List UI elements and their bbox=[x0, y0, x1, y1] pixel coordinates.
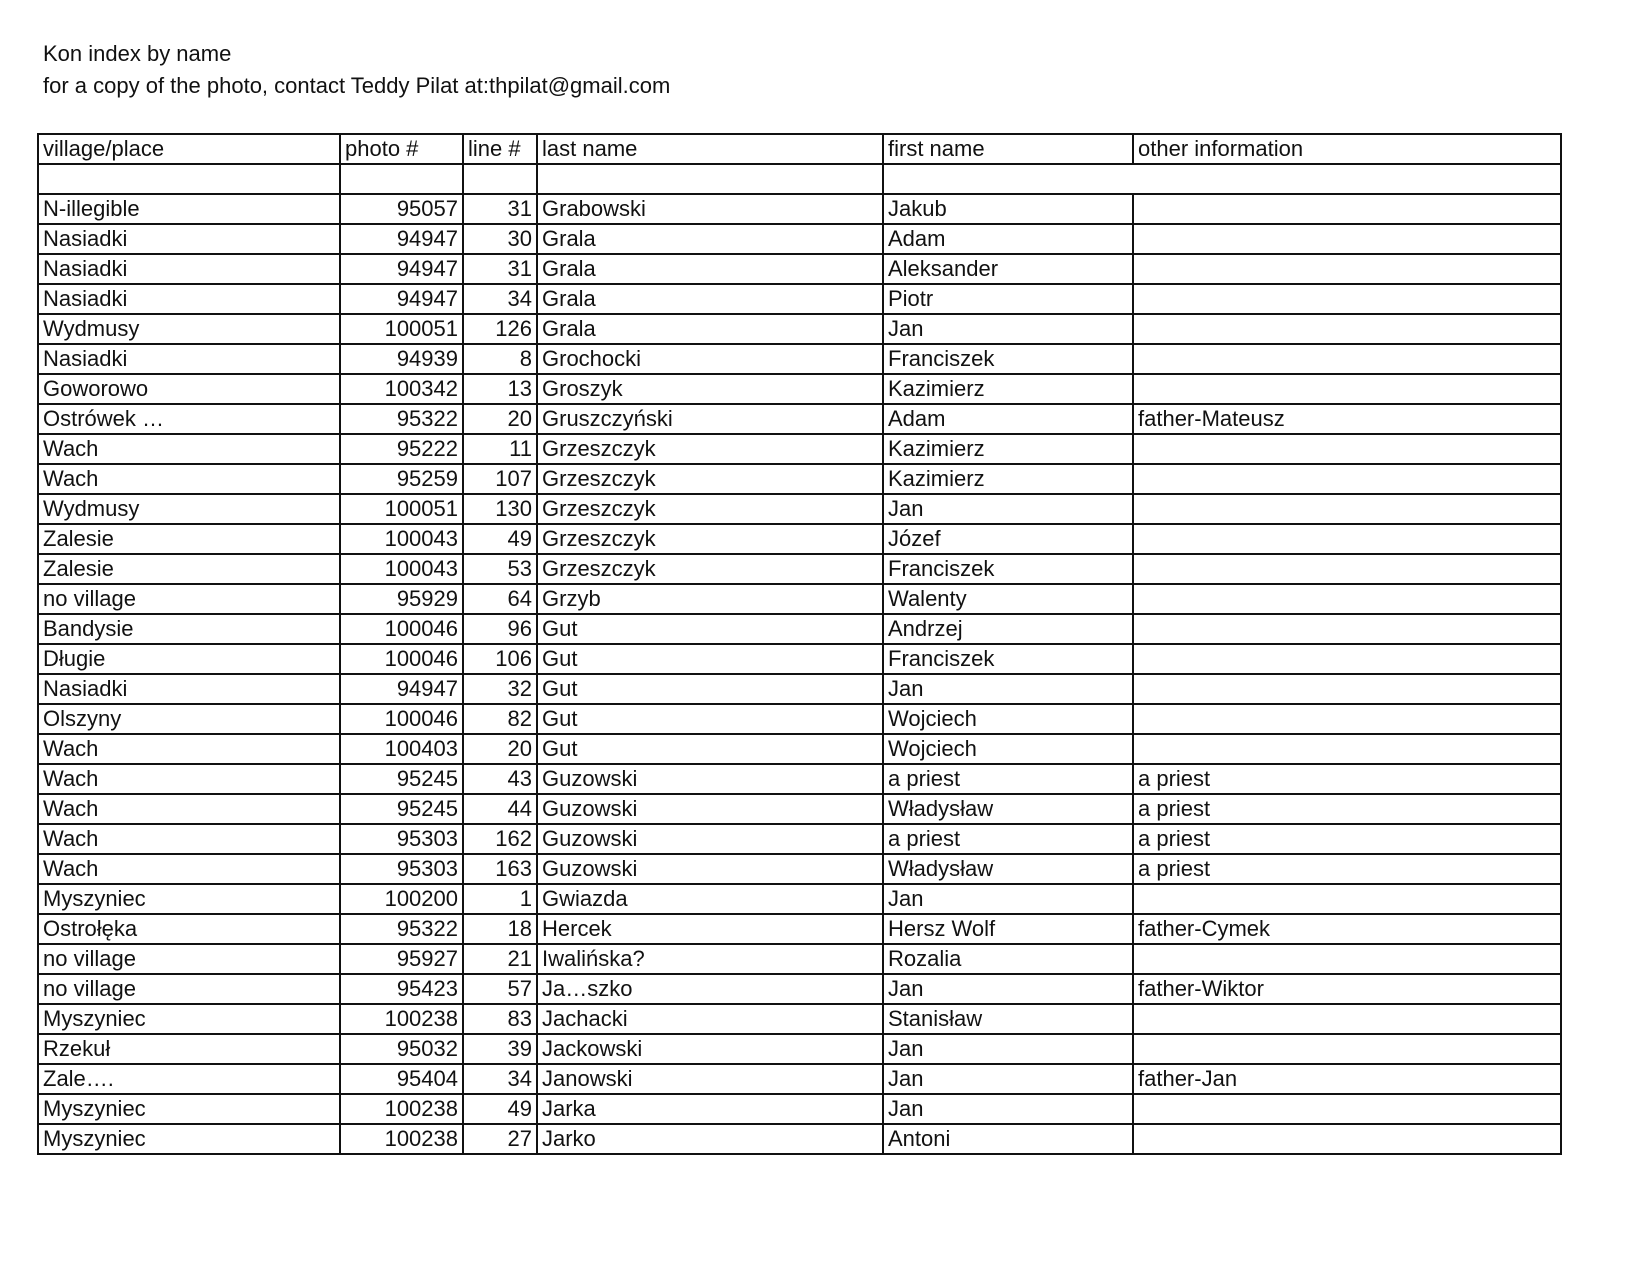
table-cell: Guzowski bbox=[537, 854, 883, 884]
table-cell: 100043 bbox=[340, 524, 463, 554]
table-cell: Guzowski bbox=[537, 794, 883, 824]
table-cell: 107 bbox=[463, 464, 537, 494]
table-cell bbox=[1133, 254, 1561, 284]
table-row bbox=[38, 494, 1561, 524]
table-cell: 95322 bbox=[340, 404, 463, 434]
column-header: photo # bbox=[340, 134, 463, 164]
table-cell: Gut bbox=[537, 704, 883, 734]
table-row bbox=[38, 1124, 1561, 1154]
table-cell: 43 bbox=[463, 764, 537, 794]
table-cell bbox=[1133, 1124, 1561, 1154]
table-cell: Nasiadki bbox=[38, 284, 340, 314]
table-cell: 95259 bbox=[340, 464, 463, 494]
blank-cell bbox=[537, 164, 883, 194]
table-cell: 32 bbox=[463, 674, 537, 704]
table-cell: 95245 bbox=[340, 764, 463, 794]
table-cell: 100046 bbox=[340, 704, 463, 734]
table-cell: Aleksander bbox=[883, 254, 1133, 284]
table-cell: Wach bbox=[38, 794, 340, 824]
table-cell: Wach bbox=[38, 824, 340, 854]
table-cell: Grzeszczyk bbox=[537, 494, 883, 524]
table-cell: Jan bbox=[883, 1094, 1133, 1124]
table-cell: Jackowski bbox=[537, 1034, 883, 1064]
table-cell: 100238 bbox=[340, 1094, 463, 1124]
table-cell bbox=[1133, 884, 1561, 914]
table-cell: Jakub bbox=[883, 194, 1133, 224]
table-cell: Rozalia bbox=[883, 944, 1133, 974]
table-cell: Jan bbox=[883, 884, 1133, 914]
table-cell: Grochocki bbox=[537, 344, 883, 374]
table-cell: Nasiadki bbox=[38, 254, 340, 284]
table-cell: 18 bbox=[463, 914, 537, 944]
table-cell: a priest bbox=[883, 764, 1133, 794]
table-cell: Olszyny bbox=[38, 704, 340, 734]
table-cell: Myszyniec bbox=[38, 1094, 340, 1124]
table-row bbox=[38, 914, 1561, 944]
table-row bbox=[38, 974, 1561, 1004]
table-cell bbox=[1133, 644, 1561, 674]
table-cell: Kazimierz bbox=[883, 434, 1133, 464]
table-cell: 126 bbox=[463, 314, 537, 344]
table-cell: Ostrołęka bbox=[38, 914, 340, 944]
table-row bbox=[38, 254, 1561, 284]
table-cell: 100046 bbox=[340, 644, 463, 674]
table-row bbox=[38, 884, 1561, 914]
table-cell: Jan bbox=[883, 314, 1133, 344]
table-cell: a priest bbox=[1133, 794, 1561, 824]
table-cell: a priest bbox=[883, 824, 1133, 854]
table-row bbox=[38, 284, 1561, 314]
table-cell: Franciszek bbox=[883, 644, 1133, 674]
column-header: last name bbox=[537, 134, 883, 164]
table-cell: 130 bbox=[463, 494, 537, 524]
table-cell: Grala bbox=[537, 254, 883, 284]
table-row bbox=[38, 734, 1561, 764]
table-cell: 95245 bbox=[340, 794, 463, 824]
table-row bbox=[38, 374, 1561, 404]
table-cell: Groszyk bbox=[537, 374, 883, 404]
table-cell: 95303 bbox=[340, 824, 463, 854]
table-cell: 94947 bbox=[340, 254, 463, 284]
table-cell: Józef bbox=[883, 524, 1133, 554]
table-row bbox=[38, 1064, 1561, 1094]
table-cell: Hersz Wolf bbox=[883, 914, 1133, 944]
table-cell bbox=[1133, 1034, 1561, 1064]
table-cell: Jan bbox=[883, 674, 1133, 704]
table-cell bbox=[1133, 524, 1561, 554]
table-cell: 34 bbox=[463, 1064, 537, 1094]
table-cell: 39 bbox=[463, 1034, 537, 1064]
table-cell bbox=[1133, 1004, 1561, 1034]
column-header: first name bbox=[883, 134, 1133, 164]
table-cell: Grzeszczyk bbox=[537, 434, 883, 464]
table-cell bbox=[1133, 554, 1561, 584]
blank-row bbox=[38, 164, 1561, 194]
table-cell: N-illegible bbox=[38, 194, 340, 224]
table-cell: 27 bbox=[463, 1124, 537, 1154]
table-cell: Bandysie bbox=[38, 614, 340, 644]
table-row bbox=[38, 944, 1561, 974]
table-cell: father-Jan bbox=[1133, 1064, 1561, 1094]
table-cell: Długie bbox=[38, 644, 340, 674]
table-cell: Wojciech bbox=[883, 734, 1133, 764]
table-cell: 34 bbox=[463, 284, 537, 314]
table-cell: Jan bbox=[883, 1064, 1133, 1094]
table-cell: no village bbox=[38, 974, 340, 1004]
table-cell: father-Wiktor bbox=[1133, 974, 1561, 1004]
table-cell: 95404 bbox=[340, 1064, 463, 1094]
table-cell: Wach bbox=[38, 434, 340, 464]
table-cell: Myszyniec bbox=[38, 884, 340, 914]
table-cell bbox=[1133, 584, 1561, 614]
table-cell: Grzeszczyk bbox=[537, 524, 883, 554]
table-cell: 95222 bbox=[340, 434, 463, 464]
table-cell bbox=[1133, 464, 1561, 494]
table-cell: 96 bbox=[463, 614, 537, 644]
table-cell: Grabowski bbox=[537, 194, 883, 224]
column-header: line # bbox=[463, 134, 537, 164]
table-cell bbox=[1133, 704, 1561, 734]
table-cell bbox=[1133, 674, 1561, 704]
table-cell: Kazimierz bbox=[883, 464, 1133, 494]
table-cell: father-Cymek bbox=[1133, 914, 1561, 944]
table-cell bbox=[1133, 284, 1561, 314]
table-cell: father-Mateusz bbox=[1133, 404, 1561, 434]
table-cell: 94947 bbox=[340, 284, 463, 314]
column-header: village/place bbox=[38, 134, 340, 164]
table-row bbox=[38, 1094, 1561, 1124]
table-cell: 94939 bbox=[340, 344, 463, 374]
table-cell: 100238 bbox=[340, 1004, 463, 1034]
table-row bbox=[38, 794, 1561, 824]
table-cell: 31 bbox=[463, 254, 537, 284]
table-cell: Guzowski bbox=[537, 764, 883, 794]
table-cell: 95423 bbox=[340, 974, 463, 1004]
table-cell: Grala bbox=[537, 284, 883, 314]
table-row bbox=[38, 314, 1561, 344]
table-row bbox=[38, 854, 1561, 884]
table-cell: Grala bbox=[537, 224, 883, 254]
table-row bbox=[38, 464, 1561, 494]
table-cell: Janowski bbox=[537, 1064, 883, 1094]
table-cell: 21 bbox=[463, 944, 537, 974]
table-cell: Nasiadki bbox=[38, 674, 340, 704]
table-cell: Adam bbox=[883, 404, 1133, 434]
table-cell: 83 bbox=[463, 1004, 537, 1034]
table-cell: Jan bbox=[883, 974, 1133, 1004]
table-row bbox=[38, 584, 1561, 614]
table-cell: Ostrówek … bbox=[38, 404, 340, 434]
table-cell: 100200 bbox=[340, 884, 463, 914]
table-cell: Rzekuł bbox=[38, 1034, 340, 1064]
table-cell: 53 bbox=[463, 554, 537, 584]
table-cell: Zalesie bbox=[38, 554, 340, 584]
table-cell: Franciszek bbox=[883, 344, 1133, 374]
blank-cell bbox=[38, 164, 340, 194]
table-cell: Myszyniec bbox=[38, 1124, 340, 1154]
table-cell: 31 bbox=[463, 194, 537, 224]
table-cell: 100051 bbox=[340, 494, 463, 524]
table-cell bbox=[1133, 374, 1561, 404]
table-cell: Piotr bbox=[883, 284, 1133, 314]
table-cell: 95929 bbox=[340, 584, 463, 614]
table-cell: 95322 bbox=[340, 914, 463, 944]
table-cell: Nasiadki bbox=[38, 224, 340, 254]
table-cell: 57 bbox=[463, 974, 537, 1004]
table-cell: Gruszczyński bbox=[537, 404, 883, 434]
table-cell: 11 bbox=[463, 434, 537, 464]
table-cell: Wydmusy bbox=[38, 314, 340, 344]
table-cell: Andrzej bbox=[883, 614, 1133, 644]
table-cell: Guzowski bbox=[537, 824, 883, 854]
table-cell: Wach bbox=[38, 734, 340, 764]
table-cell: Myszyniec bbox=[38, 1004, 340, 1034]
blank-cell bbox=[883, 164, 1561, 194]
table-cell: Zale…. bbox=[38, 1064, 340, 1094]
table-cell: a priest bbox=[1133, 854, 1561, 884]
table-cell: Zalesie bbox=[38, 524, 340, 554]
table-cell: Władysław bbox=[883, 794, 1133, 824]
table-cell: Grzeszczyk bbox=[537, 464, 883, 494]
table-cell: Stanisław bbox=[883, 1004, 1133, 1034]
table-cell: 100238 bbox=[340, 1124, 463, 1154]
table-cell: a priest bbox=[1133, 824, 1561, 854]
table-cell bbox=[1133, 1094, 1561, 1124]
table-cell: Władysław bbox=[883, 854, 1133, 884]
table-cell: Wydmusy bbox=[38, 494, 340, 524]
table-cell: 95032 bbox=[340, 1034, 463, 1064]
table-row bbox=[38, 1034, 1561, 1064]
table-row bbox=[38, 434, 1561, 464]
table-row bbox=[38, 404, 1561, 434]
document-header bbox=[43, 38, 670, 102]
table-cell: Iwalińska? bbox=[537, 944, 883, 974]
table-cell: 100342 bbox=[340, 374, 463, 404]
table-cell: 44 bbox=[463, 794, 537, 824]
column-header: other information bbox=[1133, 134, 1561, 164]
table-cell: Gut bbox=[537, 674, 883, 704]
table-cell bbox=[1133, 314, 1561, 344]
table-cell: 100043 bbox=[340, 554, 463, 584]
table-cell bbox=[1133, 194, 1561, 224]
table-cell: Gut bbox=[537, 644, 883, 674]
table-cell: Jarko bbox=[537, 1124, 883, 1154]
document-title: Kon index by name bbox=[43, 41, 232, 66]
table-cell bbox=[1133, 494, 1561, 524]
header-row bbox=[38, 134, 1561, 164]
table-cell bbox=[1133, 944, 1561, 974]
table-cell: 13 bbox=[463, 374, 537, 404]
table-cell: 95927 bbox=[340, 944, 463, 974]
table-cell: Walenty bbox=[883, 584, 1133, 614]
table-cell: 94947 bbox=[340, 674, 463, 704]
blank-cell bbox=[340, 164, 463, 194]
table-cell: Ja…szko bbox=[537, 974, 883, 1004]
table-cell: 162 bbox=[463, 824, 537, 854]
table-row bbox=[38, 644, 1561, 674]
table-cell: Wach bbox=[38, 464, 340, 494]
table-cell: Jan bbox=[883, 1034, 1133, 1064]
table-cell bbox=[1133, 434, 1561, 464]
table-cell: Franciszek bbox=[883, 554, 1133, 584]
table-cell: Grala bbox=[537, 314, 883, 344]
document-subtitle: for a copy of the photo, contact Teddy Pilat at:thpilat@gmail.com bbox=[43, 73, 671, 98]
table-cell: 49 bbox=[463, 524, 537, 554]
table-row bbox=[38, 674, 1561, 704]
table-cell: 95057 bbox=[340, 194, 463, 224]
table-cell: 100403 bbox=[340, 734, 463, 764]
table-cell: Jan bbox=[883, 494, 1133, 524]
table-row bbox=[38, 554, 1561, 584]
table-row bbox=[38, 704, 1561, 734]
table-cell: Gwiazda bbox=[537, 884, 883, 914]
table-cell: Wojciech bbox=[883, 704, 1133, 734]
table-row bbox=[38, 344, 1561, 374]
table-cell: Wach bbox=[38, 764, 340, 794]
table-cell: 8 bbox=[463, 344, 537, 374]
table-cell: Nasiadki bbox=[38, 344, 340, 374]
table-cell: 49 bbox=[463, 1094, 537, 1124]
table-cell: 20 bbox=[463, 734, 537, 764]
table-cell: Hercek bbox=[537, 914, 883, 944]
table-cell: no village bbox=[38, 584, 340, 614]
table-cell: Kazimierz bbox=[883, 374, 1133, 404]
table-row bbox=[38, 224, 1561, 254]
table-cell: no village bbox=[38, 944, 340, 974]
table-cell bbox=[1133, 734, 1561, 764]
table-cell: 163 bbox=[463, 854, 537, 884]
table-row bbox=[38, 194, 1561, 224]
table-row bbox=[38, 524, 1561, 554]
table-cell: 20 bbox=[463, 404, 537, 434]
table-cell: a priest bbox=[1133, 764, 1561, 794]
table-cell: Wach bbox=[38, 854, 340, 884]
table-cell: Gut bbox=[537, 614, 883, 644]
table-cell: Jarka bbox=[537, 1094, 883, 1124]
table-row bbox=[38, 824, 1561, 854]
table-cell bbox=[1133, 224, 1561, 254]
table-row bbox=[38, 764, 1561, 794]
table-cell: 82 bbox=[463, 704, 537, 734]
table-cell: 106 bbox=[463, 644, 537, 674]
table-cell: Adam bbox=[883, 224, 1133, 254]
table-cell bbox=[1133, 614, 1561, 644]
table-cell bbox=[1133, 344, 1561, 374]
table-cell: 100051 bbox=[340, 314, 463, 344]
blank-cell bbox=[463, 164, 537, 194]
table-cell: Goworowo bbox=[38, 374, 340, 404]
table-cell: Antoni bbox=[883, 1124, 1133, 1154]
index-table bbox=[37, 133, 1562, 1155]
table-cell: 1 bbox=[463, 884, 537, 914]
table-cell: 94947 bbox=[340, 224, 463, 254]
table-row bbox=[38, 614, 1561, 644]
table-cell: Grzeszczyk bbox=[537, 554, 883, 584]
table-cell: Gut bbox=[537, 734, 883, 764]
table-cell: 95303 bbox=[340, 854, 463, 884]
table-cell: 30 bbox=[463, 224, 537, 254]
table-cell: 100046 bbox=[340, 614, 463, 644]
table-cell: Grzyb bbox=[537, 584, 883, 614]
table-cell: 64 bbox=[463, 584, 537, 614]
table-cell: Jachacki bbox=[537, 1004, 883, 1034]
table-row bbox=[38, 1004, 1561, 1034]
